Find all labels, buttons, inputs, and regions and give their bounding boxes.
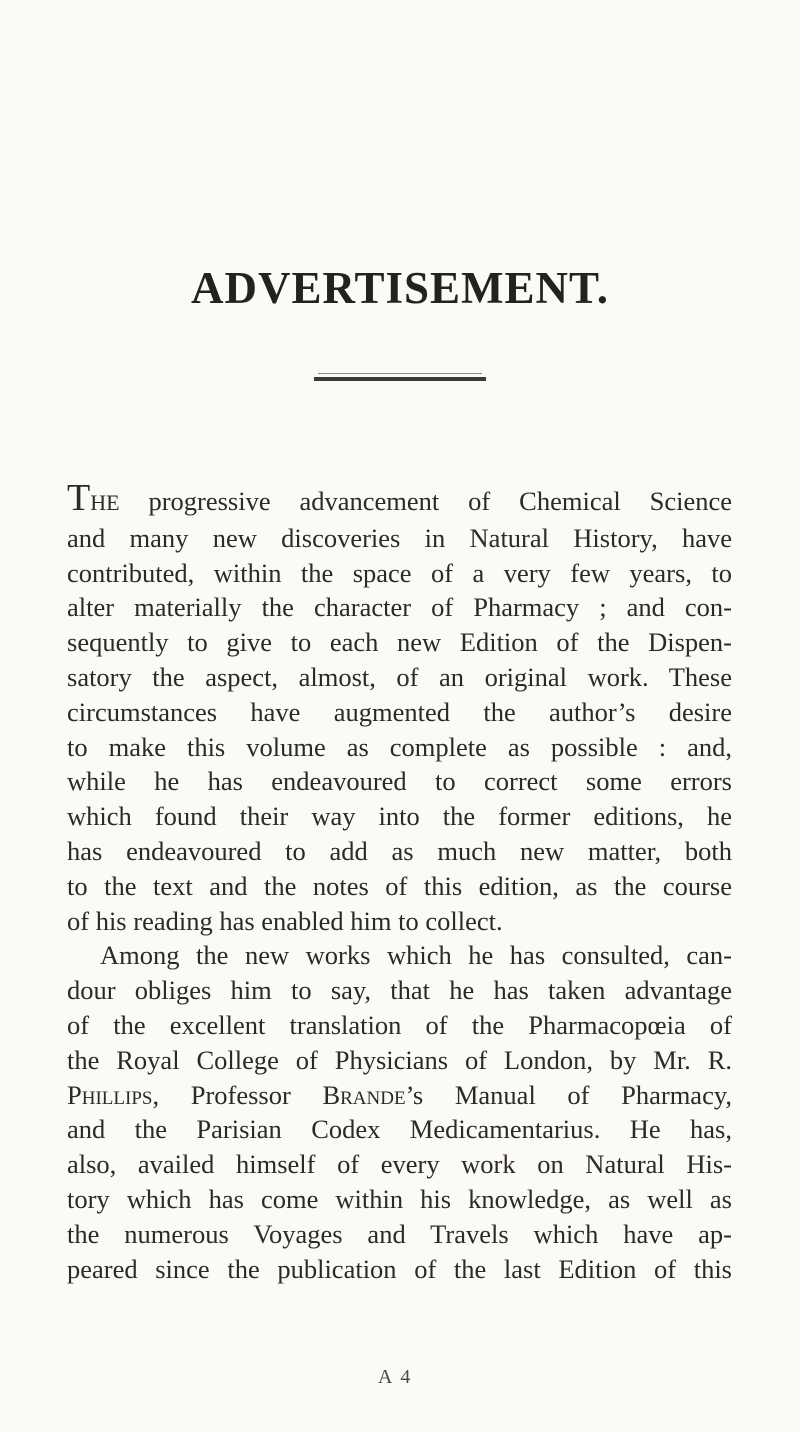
text-line: satory the aspect, almost, of an original work. These — [67, 661, 732, 692]
text-line: sequently to give to each new Edition of the Dispen- — [67, 627, 732, 658]
heading-rule-thin — [318, 373, 482, 374]
text-line: the numerous Voyages and Travels which have ap- — [67, 1218, 732, 1249]
text-line: circumstances have augmented the author’s desire — [67, 696, 732, 727]
text-line: which found their way into the former editions, he — [67, 801, 732, 832]
text-fragment: ’s Manual of Pharmacy, — [405, 1079, 732, 1110]
text-line: to the text and the notes of this edition, as the course — [67, 870, 732, 901]
text-line: to make this volume as complete as possible : and, — [67, 731, 732, 762]
text-line: and the Parisian Codex Medicamentarius. He has, — [67, 1114, 732, 1145]
text-line: alter materially the character of Pharmacy ; and con- — [67, 592, 732, 623]
text-line: and many new discoveries in Natural History, have — [67, 522, 732, 553]
text-line: also, availed himself of every work on Natural His- — [67, 1149, 732, 1180]
text-line: dour obliges him to say, that he has taken advantage — [67, 975, 732, 1006]
page-heading: ADVERTISEMENT. — [191, 263, 609, 313]
text-line: the Royal College of Physicians of London, by Mr. R. — [67, 1044, 732, 1075]
text-line: has endeavoured to add as much new matter, both — [67, 835, 732, 866]
paragraph-1-line-1 — [67, 477, 732, 521]
text-line-phillips — [67, 1078, 732, 1113]
text-line: while he has endeavoured to correct some errors — [67, 766, 732, 797]
body-text — [67, 477, 732, 1286]
text-fragment: , Professor — [152, 1079, 323, 1110]
drop-cap: T — [67, 477, 91, 519]
author-name-brande: Brande — [322, 1079, 406, 1110]
text-line: peared since the publication of the last Edition of this — [67, 1253, 732, 1284]
first-line-tail: progressive advancement of Chemical Science — [119, 486, 732, 516]
author-name-phillips: Phillips — [67, 1079, 153, 1110]
text-line: of the excellent translation of the Pharmacopœia of — [67, 1009, 732, 1040]
text-line: contributed, within the space of a very few years, to — [67, 557, 732, 588]
first-word-rest: HE — [90, 490, 120, 515]
text-line: tory which has come within his knowledge, as well as — [67, 1183, 732, 1214]
text-line: of his reading has enabled him to collect. — [67, 905, 503, 936]
signature-mark: A 4 — [378, 1366, 413, 1388]
heading-rule — [314, 377, 486, 381]
text-line: Among the new works which he has consulted, can- — [100, 940, 732, 971]
